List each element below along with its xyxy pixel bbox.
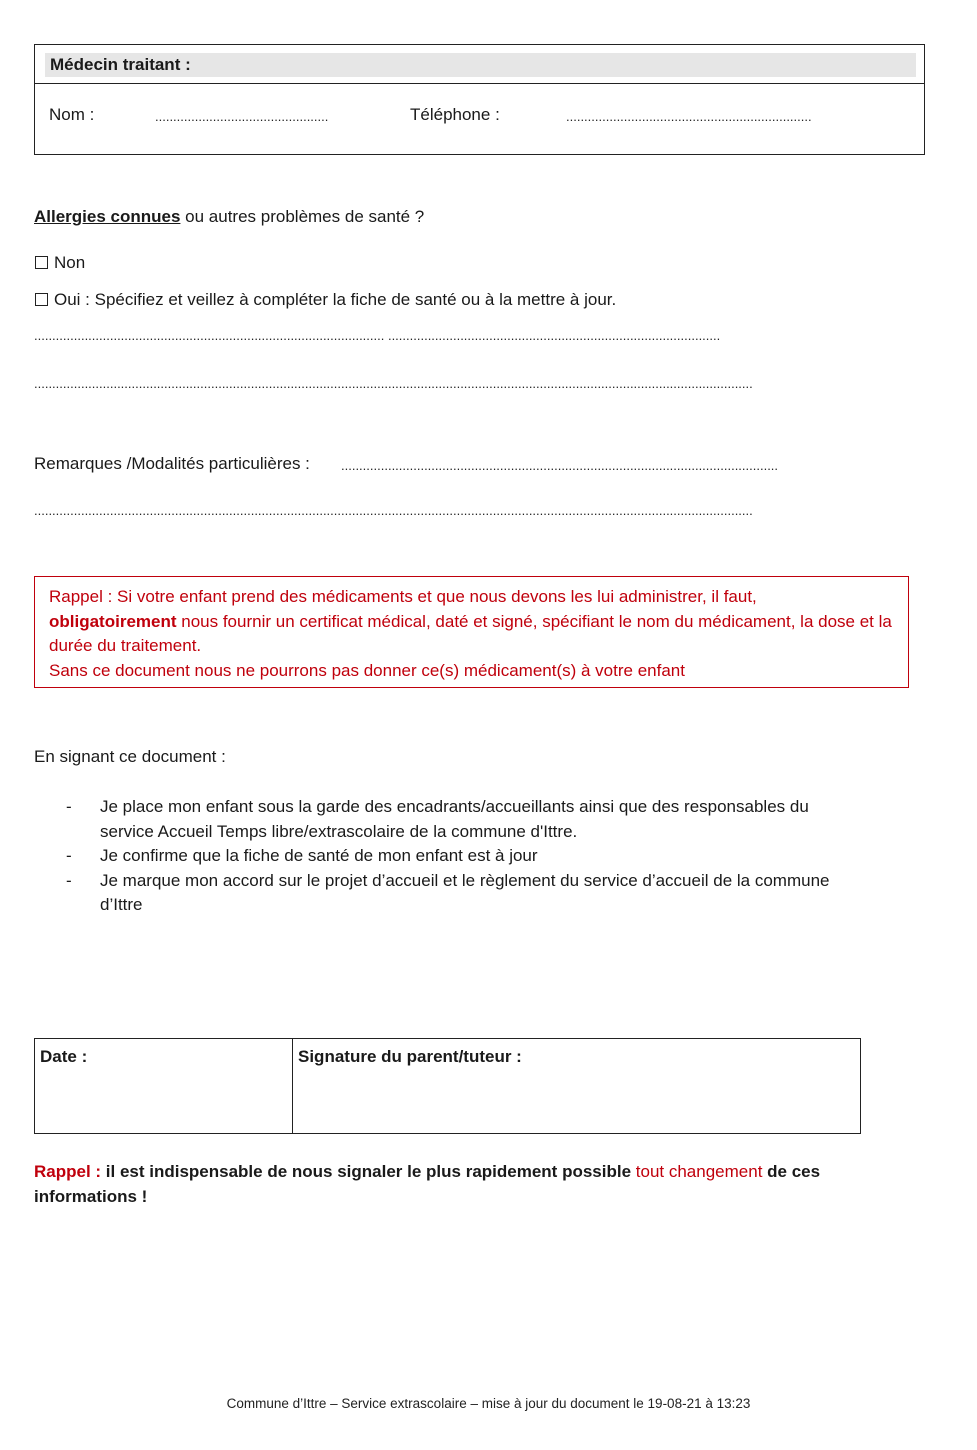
doctor-section [34, 44, 925, 155]
date-cell[interactable] [35, 1039, 293, 1133]
final-reminder [34, 1160, 864, 1209]
name-field[interactable]: ................................................ [155, 109, 329, 124]
phone-field[interactable]: .................................................................... [566, 109, 812, 124]
bullet-dash: - [66, 870, 72, 890]
final-reminder-prefix: Rappel : [34, 1162, 102, 1181]
reminder-line-2-rest: nous fournir un certificat médical, daté et signé, spécifiant le nom du médicament, la dose et la durée du traitement. [49, 611, 892, 655]
signature-cell[interactable] [293, 1039, 860, 1133]
divider [35, 83, 924, 84]
reminder-emphasis: obligatoirement [49, 611, 177, 631]
list-item [66, 869, 866, 918]
checkbox-no[interactable] [35, 256, 48, 269]
consent-intro: En signant ce document : [34, 747, 226, 766]
allergies-heading: Allergies connues [34, 207, 181, 226]
allergies-line-2[interactable]: ....................................................................................................................................................................................................... [34, 376, 753, 391]
consent-item-text: Je confirme que la fiche de santé de mon enfant est à jour [100, 846, 538, 865]
doctor-section-title: Médecin traitant : [45, 53, 916, 77]
remarks-label: Remarques /Modalités particulières : [34, 454, 310, 473]
date-label: Date : [40, 1047, 88, 1066]
final-reminder-part1: il est indispensable de nous signaler le plus rapidement possible [101, 1162, 636, 1181]
option-no-label: Non [54, 253, 86, 272]
final-reminder-highlight: tout changement [635, 1162, 763, 1181]
option-no[interactable] [35, 253, 85, 273]
allergies-question [34, 207, 424, 227]
list-item [66, 844, 866, 869]
option-yes[interactable] [35, 290, 616, 310]
signature-label: Signature du parent/tuteur : [298, 1047, 522, 1066]
reminder-line-2 [49, 610, 894, 659]
remarks-line-2[interactable]: ....................................................................................................................................................................................................... [34, 503, 753, 518]
reminder-line-3: Sans ce document nous ne pourrons pas donner ce(s) médicament(s) à votre enfant [49, 660, 685, 680]
medication-reminder [34, 576, 909, 688]
checkbox-yes[interactable] [35, 293, 48, 306]
final-reminder-part2: de ces informations ! [34, 1162, 821, 1206]
signature-table [34, 1038, 861, 1134]
reminder-line-1: Rappel : Si votre enfant prend des médicaments et que nous devons les lui administrer, il faut, [49, 587, 757, 606]
name-label: Nom : [49, 105, 95, 124]
option-yes-label: Oui : Spécifiez et veillez à compléter la fiche de santé ou à la mettre à jour. [54, 290, 617, 309]
bullet-dash: - [66, 797, 72, 816]
consent-item-text: Je place mon enfant sous la garde des encadrants/accueillants ainsi que des responsables du service Accueil Temps libre/extrascolaire de la commune d'Ittre. [100, 797, 809, 841]
allergies-question-rest: ou autres problèmes de santé ? [180, 207, 425, 226]
consent-item-text: Je marque mon accord sur le projet d’accueil et le règlement du service d’accueil de la commune d’Ittre [100, 870, 830, 914]
remarks-line-1[interactable]: ......................................................................................................................... [341, 458, 779, 473]
list-item [66, 795, 866, 844]
phone-label: Téléphone : [410, 105, 500, 124]
allergies-line-1[interactable]: ................................................................................................. ............................................................................................ [34, 328, 721, 343]
bullet-dash: - [66, 846, 72, 865]
consent-list [66, 795, 866, 918]
page-footer: Commune d’Ittre – Service extrascolaire – mise à jour du document le 19-08-21 à 13:23 [226, 1396, 751, 1411]
